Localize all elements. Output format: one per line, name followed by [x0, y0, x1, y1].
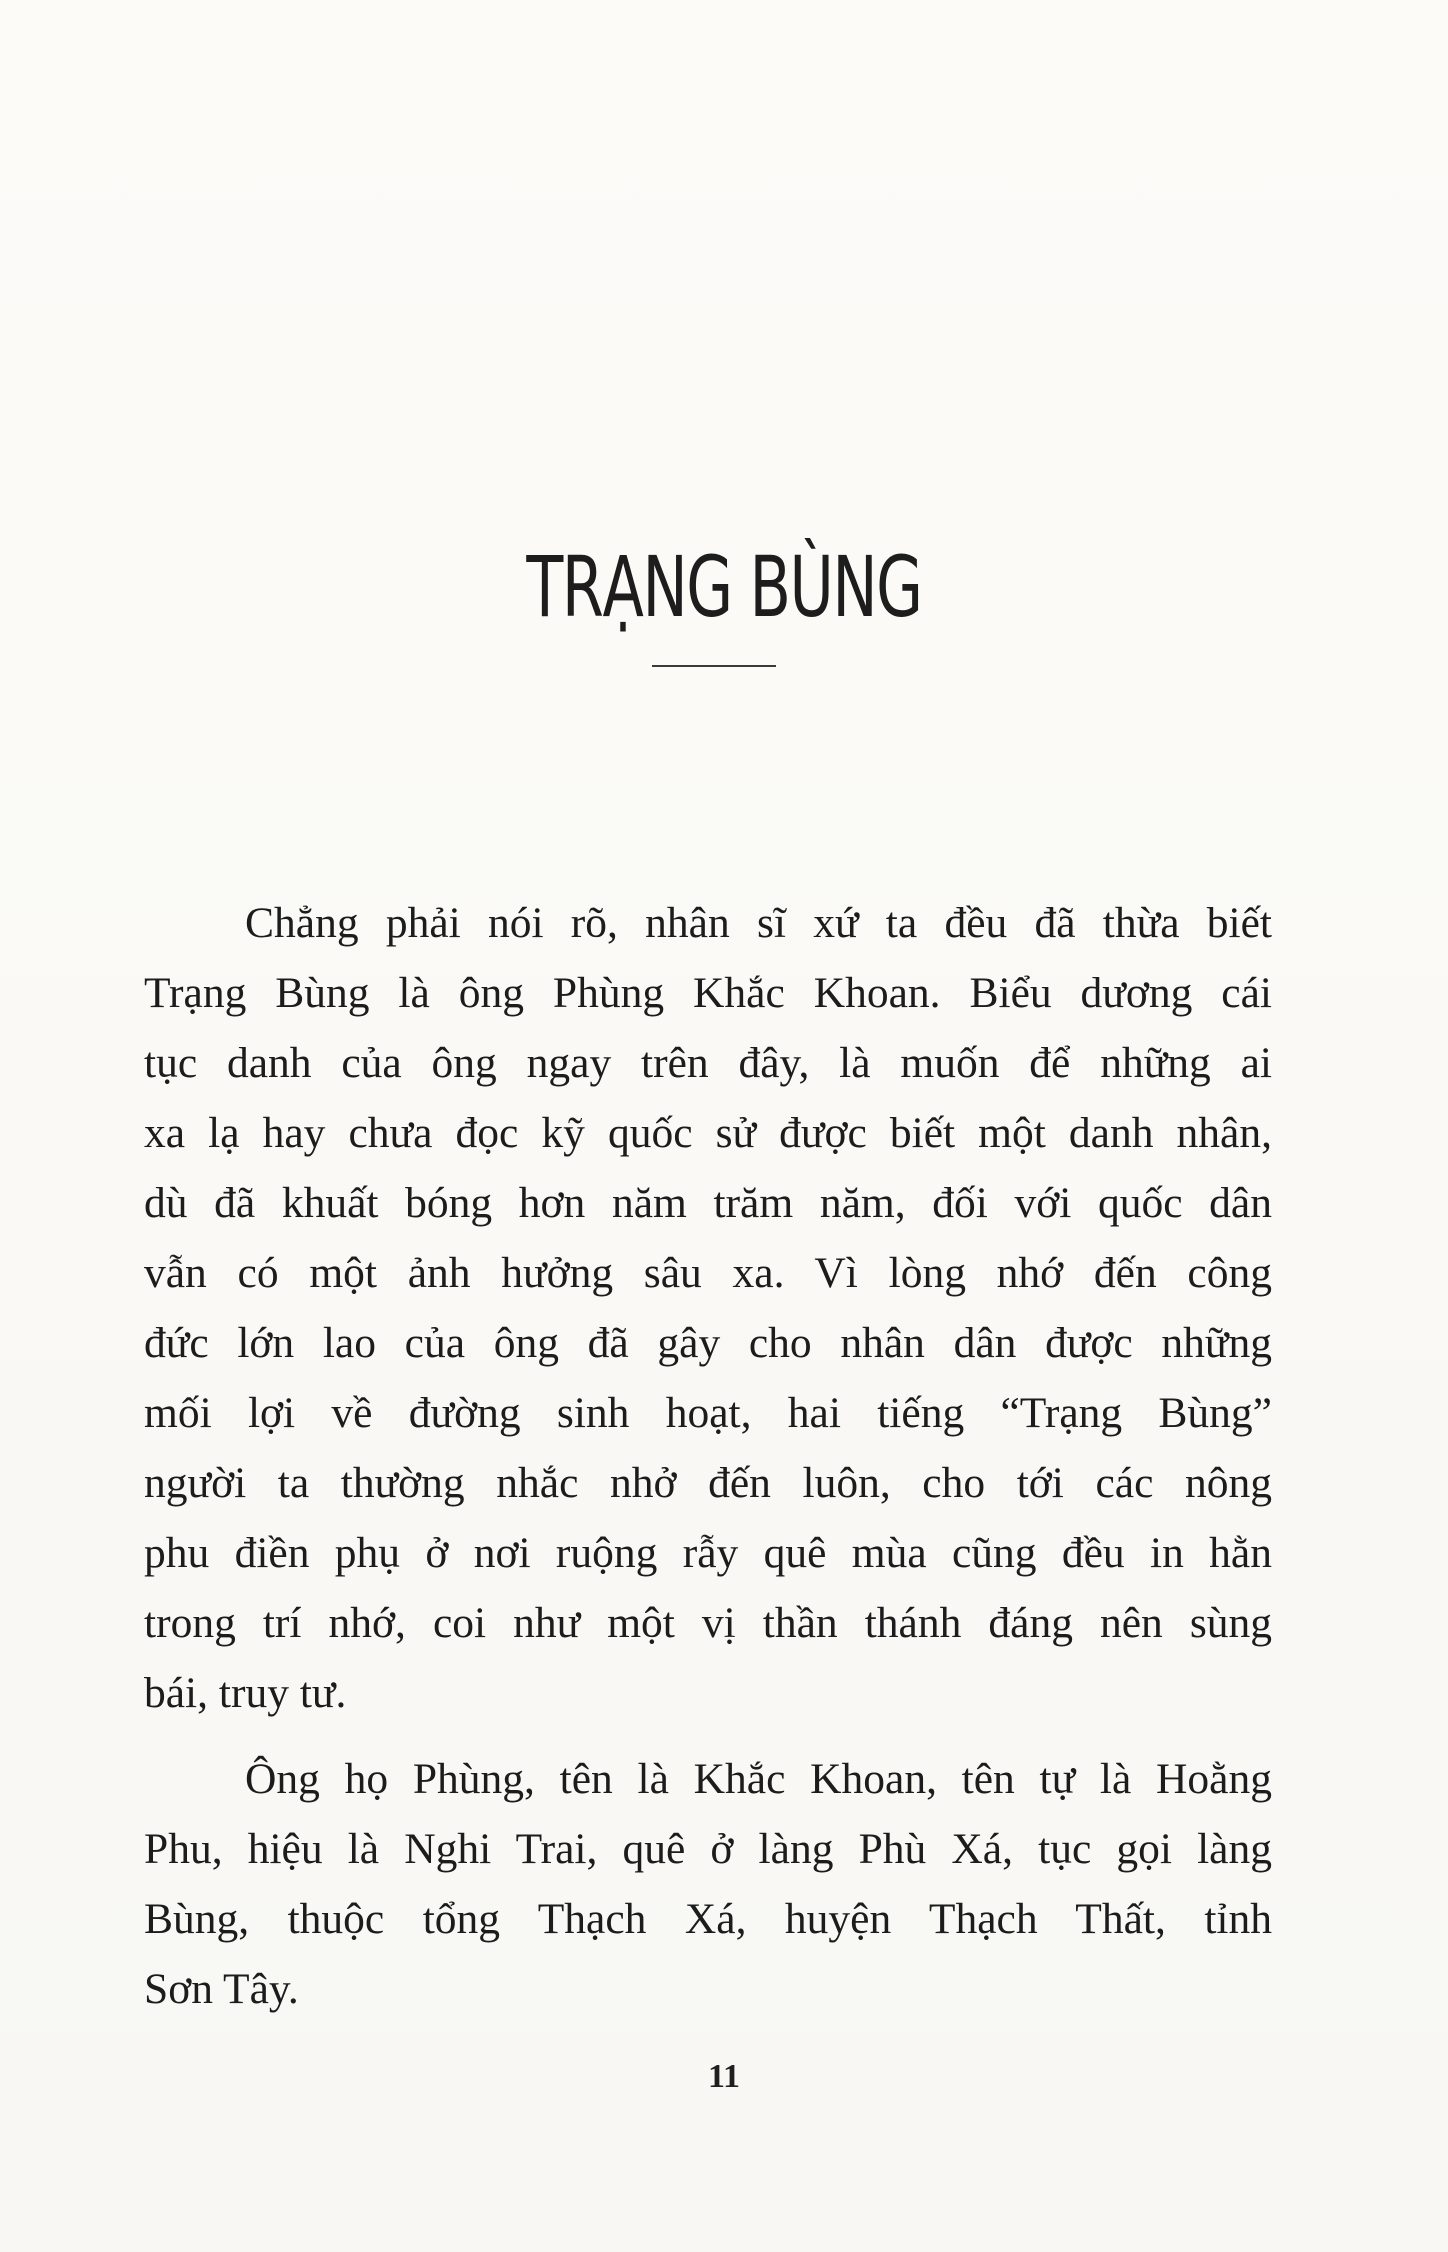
- paragraph-line: Ông họ Phùng, tên là Khắc Khoan, tên tự là Hoằng: [245, 1755, 1272, 1803]
- paragraph-line: vẫn có một ảnh hưởng sâu xa. Vì lòng nhớ đến công: [144, 1249, 1272, 1297]
- paragraph-line: dù đã khuất bóng hơn năm trăm năm, đối với quốc dân: [144, 1179, 1272, 1227]
- paragraph-line: trong trí nhớ, coi như một vị thần thánh đáng nên sùng: [144, 1599, 1272, 1647]
- paragraph-1: [144, 888, 1272, 1728]
- paragraph-line: bái, truy tư.: [144, 1669, 347, 1717]
- paragraph-line: Sơn Tây.: [144, 1965, 299, 2013]
- chapter-body: [144, 888, 1272, 2024]
- paragraph-line: Phu, hiệu là Nghi Trai, quê ở làng Phù Xá, tục gọi làng: [144, 1825, 1272, 1873]
- paragraph-line: xa lạ hay chưa đọc kỹ quốc sử được biết một danh nhân,: [144, 1109, 1272, 1157]
- paragraph-line: Bùng, thuộc tổng Thạch Xá, huyện Thạch Thất, tỉnh: [144, 1895, 1272, 1943]
- paragraph-line: phu điền phụ ở nơi ruộng rẫy quê mùa cũng đều in hằn: [144, 1529, 1272, 1577]
- title-underline: [652, 665, 776, 667]
- paragraph-2: [144, 1744, 1272, 2024]
- paragraph-line: người ta thường nhắc nhở đến luôn, cho tới các nông: [144, 1459, 1272, 1507]
- chapter-title: TRẠNG BÙNG: [526, 538, 922, 636]
- paragraph-line: tục danh của ông ngay trên đây, là muốn để những ai: [144, 1039, 1272, 1087]
- paragraph-line: Trạng Bùng là ông Phùng Khắc Khoan. Biểu dương cái: [144, 969, 1272, 1017]
- paragraph-line: Chẳng phải nói rõ, nhân sĩ xứ ta đều đã thừa biết: [245, 899, 1272, 947]
- page-number: 11: [707, 2058, 741, 2095]
- paragraph-line: mối lợi về đường sinh hoạt, hai tiếng “Trạng Bùng”: [144, 1389, 1272, 1437]
- paragraph-line: đức lớn lao của ông đã gây cho nhân dân được những: [144, 1319, 1272, 1367]
